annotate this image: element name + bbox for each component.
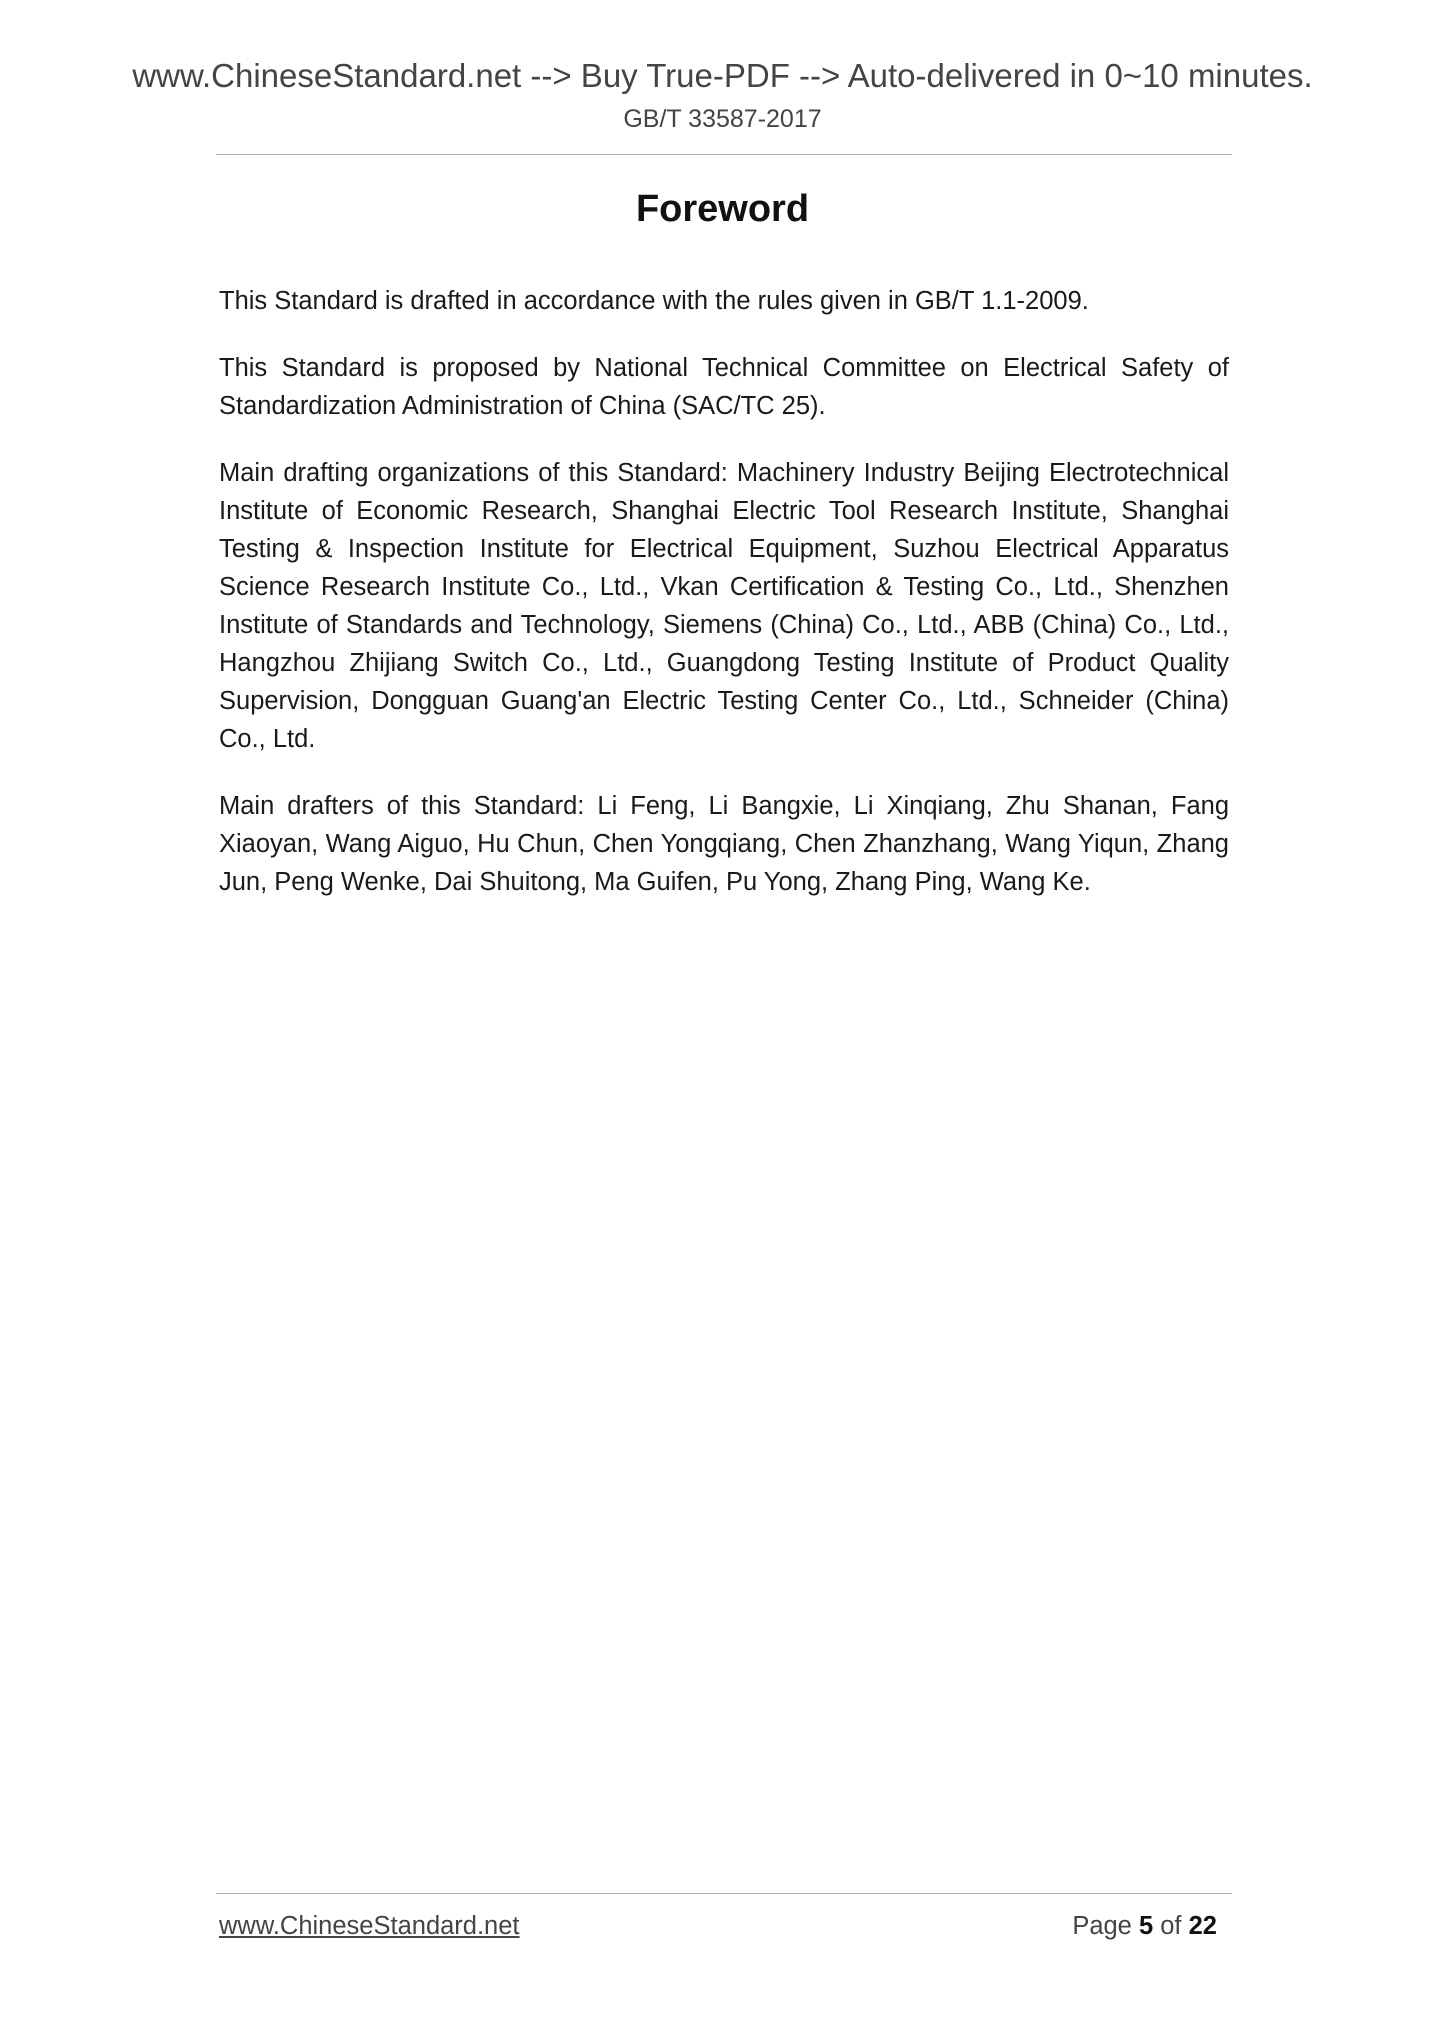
paragraph-drafters: Main drafters of this Standard: Li Feng, Li Bangxie, Li Xinqiang, Zhu Shanan, Fang Xiaoyan, Wang Aiguo, Hu Chun, Chen Yongqiang, Chen Zhanzhang, Wang Yiqun, Zhang Jun, Peng Wenke, Dai Shuitong, Ma Guifen, Pu Yong, Zhang Ping, Wang Ke. (219, 792, 1229, 896)
header-banner: www.ChineseStandard.net --> Buy True-PDF --> Auto-delivered in 0~10 minutes. (132, 57, 1313, 94)
page-number (1072, 1910, 1217, 1942)
page-title: Foreword (635, 188, 810, 230)
paragraph-drafting-rules: This Standard is drafted in accordance with the rules given in GB/T 1.1-2009. (219, 287, 1089, 315)
page-of-label: of (1160, 1912, 1182, 1940)
paragraph-proposer: This Standard is proposed by National Technical Committee on Electrical Safety of Standardization Administration of China (SAC/TC 25). (219, 354, 1229, 420)
footer-divider (216, 1893, 1232, 1894)
footer-website-link[interactable]: www.ChineseStandard.net (219, 1912, 520, 1940)
page-label: Page (1072, 1912, 1132, 1940)
header-divider (216, 154, 1232, 155)
paragraph-drafting-organizations: Main drafting organizations of this Standard: Machinery Industry Beijing Electrotechnical Institute of Economic Research, Shanghai Electric Tool Research Institute, Shanghai Testing & Inspection Institute for Electrical Equipment, Suzhou Electrical Apparatus Science Research Institute Co., Ltd., Vkan Certification & Testing Co., Ltd., Shenzhen Institute of Standards and Technology, Siemens (China) Co., Ltd., ABB (China) Co., Ltd., Hangzhou Zhijiang Switch Co., Ltd., Guangdong Testing Institute of Product Quality Supervision, Dongguan Guang'an Electric Testing Center Co., Ltd., Schneider (China) Co., Ltd. (219, 459, 1229, 753)
page-total: 22 (1188, 1912, 1217, 1940)
foreword-body (219, 282, 1229, 930)
document-code: GB/T 33587-2017 (623, 105, 822, 133)
page-current: 5 (1138, 1912, 1154, 1940)
